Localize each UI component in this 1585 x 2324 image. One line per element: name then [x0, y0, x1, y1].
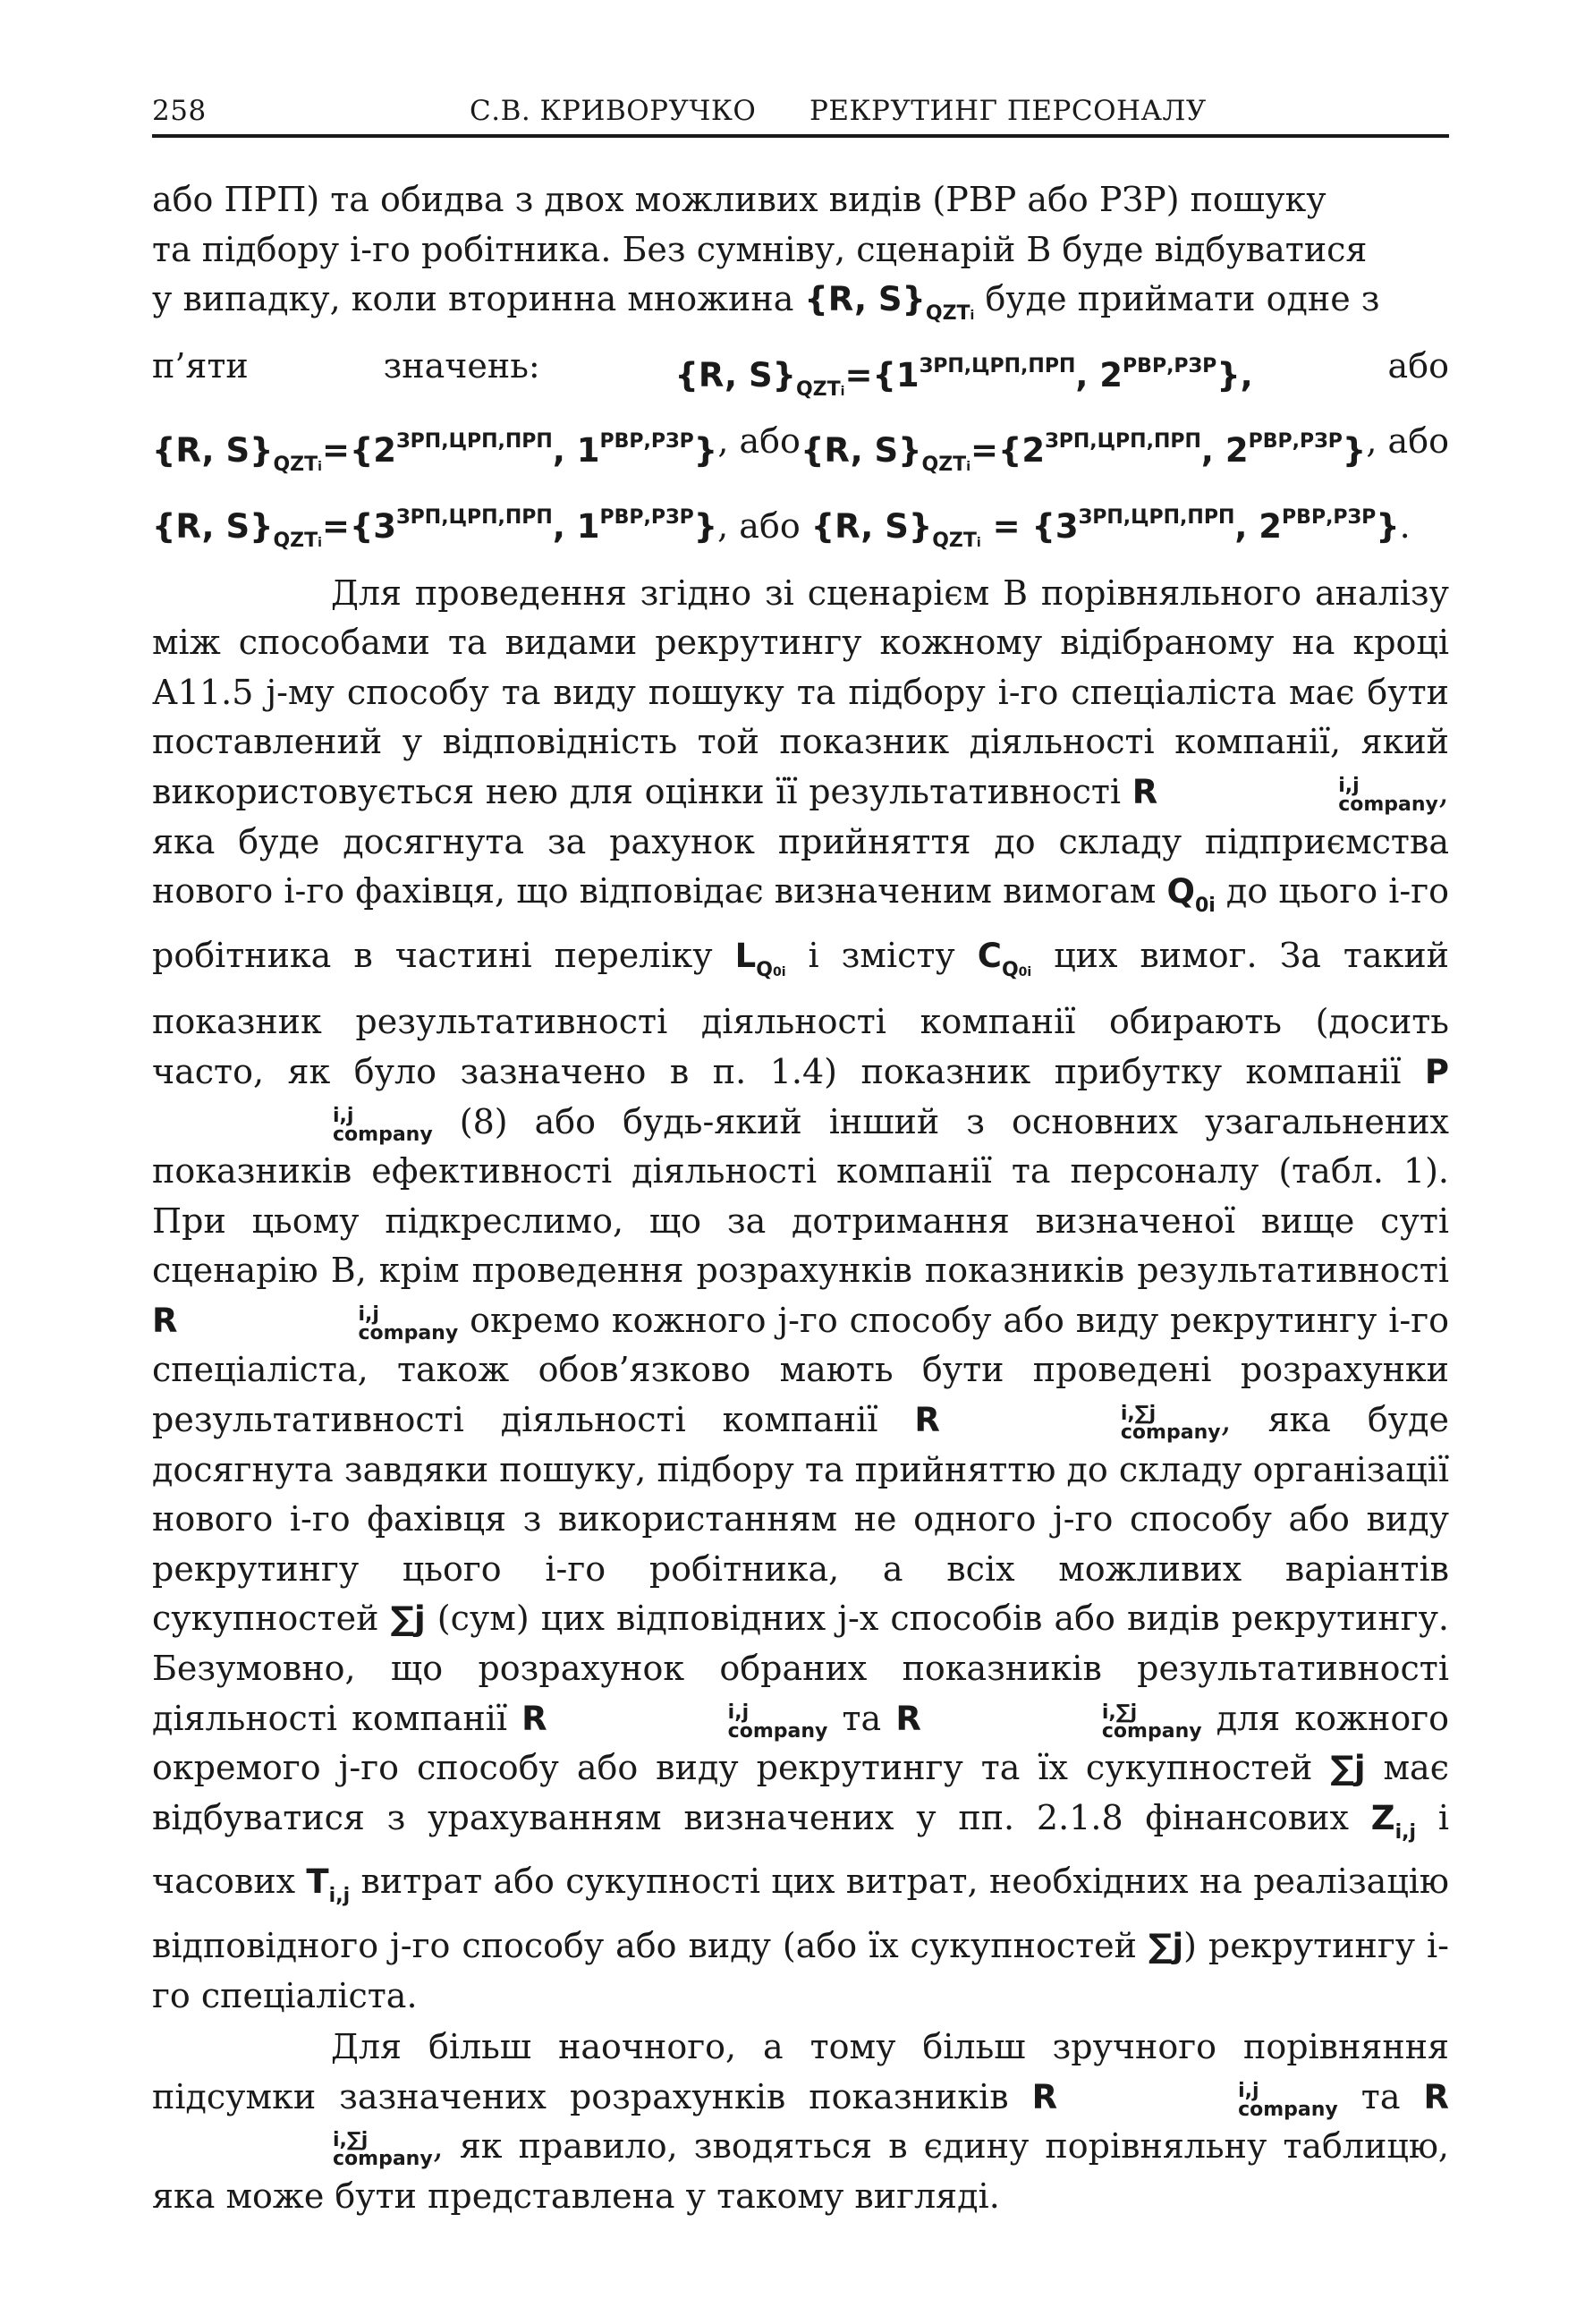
formula-set-4: {R, $S\}_{QZTi}=\{3^{ЗРП,ЦРП,ПРП}$, $1^{РВР,РЗР}$}: [152, 505, 718, 552]
formula-r-company-sum: R i,∑j company: [333, 2077, 1449, 2171]
paragraph-2: Для проведення згідно зі сценарієм В порівняльного аналізу між способами та видами рекрутингу кожному відібраному на кроці А11.5 j-му способу та виду пошуку та підбору і-го спеціаліста має бути поставлений у відповідність той показник діяльності компанії, який використовується нею для оцінки її результативності R i,j company , яка буде досягнута за рахунок прийняття до складу підприємства нового і-го фахівця, що відповідає визначеним вимогам $Q_{0i}$ до цього і-го робітника в частині переліку $L_{Q0i}$ і змісту $C_{Q0i}$ цих вимог. За такий показник результативності діяльності компанії обирають (досить часто, як було зазначено в п. 1.4) показник прибутку компанії P i,j company (8) або будь-який інший з основних узагальнених показників ефективності діяльності компанії та персоналу (табл. 1). При цьому підкреслимо, що за дотримання визначеної вище суті сценарію В, крім проведення розрахунків показників результативності R i,j company окремо кожного j-го способу або виду рекрутингу і-го спеціаліста, також обов’язково мають бути проведені розрахунки результативності діяльності компанії R i,∑j company , яка буде досягнута завдяки пошуку, підбору та прийняттю до складу організації нового і-го фахівця з використанням не одного j-го способу або виду рекрутингу цього і-го робітника, а всіх можливих варіантів сукупностей ∑j (сум) цих відповідних j-х способів або видів рекрутингу. Безумовно, що розрахунок обраних показників результативності діяльності компанії R i,j company та R i,∑j company для кожного окремого j-го способу або виду рекрутингу та їх сукупностей ∑j має відбуватися з урахуванням визначених у пп. 2.1.8 фінансових $Z_{i,j}$ і часових $T_{i,j}$ витрат або сукупності цих витрат, необхідних на реалізацію відповідного j-го способу або виду (або їх сукупностей ∑j) рекрутингу і-го спеціаліста.: [152, 573, 1450, 2015]
paragraph-1: або ПРП) та обидва з двох можливих видів (РВР або РЗР) пошуку та підбору і-го робітника. Без сумніву, сценарій В буде відбуватися у випадку, коли вторинна множина {R, $S\}_{QZTi}$ буде приймати одне з п’яти значень: {R, $S\}_{QZTi}=\{1^{ЗРП,ЦРП,ПРП}$, $2^{РВР,РЗР}$}, або {R, $S\}_{QZTi}=\{2^{ЗРП,ЦРП,ПРП}$, $1^{РВР,РЗР}$} , або {R, $S\}_{QZTi}=\{2^{ЗРП,ЦРП,ПРП}$, $2^{РВР,РЗР}$} , або {R, $S\}_{QZTi}=\{3^{ЗРП,ЦРП,ПРП}$, $1^{РВР,РЗР}$}, або {R, $S\}_{QZTi} = \{3^{ЗРП,ЦРП,ПРП}$, $2^{РВР,РЗР}$}.: [152, 180, 1449, 552]
header-rule: [152, 134, 1449, 138]
formula-cq0i: $C_{Q0i}$: [977, 936, 1032, 981]
formula-sumj: ∑j: [1148, 1927, 1184, 1965]
formula-line-1: п’яти значень: {R, $S\}_{QZTi}=\{1^{ЗРП,ЦРП,ПРП}$, $2^{РВР,РЗР}$}, або: [152, 342, 1449, 418]
formula-set-5: {R, $S\}_{QZTi} = \{3^{ЗРП,ЦРП,ПРП}$, $2^{РВР,РЗР}$}: [810, 505, 1400, 552]
formula-t-ij: $T_{i,j}$: [306, 1862, 351, 1908]
paragraph-3: Для більш наочного, а тому більш зручного порівняння підсумки зазначених розрахунків показників R i,j company та R i,∑j company , як правило, зводяться в єдину порівняльну таблицю, яка може бути представлена у такому вигляді.: [152, 2027, 1449, 2216]
formula-lq0i: $L_{Q0i}$: [734, 936, 786, 981]
formula-set-3: {R, $S\}_{QZTi}=\{2^{ЗРП,ЦРП,ПРП}$, $2^{РВР,РЗР}$}: [801, 430, 1367, 477]
formula-r-company-sum: R i,∑j company: [895, 1699, 1202, 1743]
formula-r-company: R i,j company: [1031, 2077, 1338, 2121]
formula-q0i: $Q_{0i}$: [1166, 872, 1216, 918]
formula-r-company: R i,j company: [521, 1699, 828, 1743]
header-author: С.В. КРИВОРУЧКО: [470, 95, 757, 127]
formula-sumj: ∑j: [390, 1599, 426, 1639]
formula-set-2: {R, $S\}_{QZTi}=\{2^{ЗРП,ЦРП,ПРП}$, $1^{РВР,РЗР}$}: [152, 430, 718, 477]
formula-r-company: R i,j company: [1132, 772, 1438, 816]
formula-set-1: {R, $S\}_{QZTi}=\{1^{ЗРП,ЦРП,ПРП}$, $2^{РВР,РЗР}$},: [674, 354, 1253, 401]
formula-line-2: {R, $S\}_{QZTi}=\{2^{ЗРП,ЦРП,ПРП}$, $1^{РВР,РЗР}$} , або {R, $S\}_{QZTi}=\{2^{ЗРП,ЦРП,ПРП}$, $2^{РВР,РЗР}$} , або: [152, 417, 1449, 493]
formula-set-rs: {R, $S\}_{QZTi}$: [804, 280, 975, 326]
formula-p-company: P i,j company: [333, 1052, 1449, 1146]
body-text: [152, 175, 1449, 2222]
formula-line-3: {R, $S\}_{QZTi}=\{3^{ЗРП,ЦРП,ПРП}$, $1^{РВР,РЗР}$}, або {R, $S\}_{QZTi} = \{3^{ЗРП,ЦРП,ПРП}$, $2^{РВР,РЗР}$}.: [152, 505, 1411, 552]
formula-r-company-sum: R i,∑j company: [914, 1401, 1221, 1445]
formula-z-ij: $Z_{i,j}$: [1370, 1798, 1417, 1844]
formula-sumj: ∑j: [1330, 1749, 1366, 1788]
header-title: РЕКРУТИНГ ПЕРСОНАЛУ: [809, 95, 1207, 127]
running-head: [152, 89, 1449, 134]
page-number: 258: [152, 95, 207, 127]
formula-r-company: R i,j company: [152, 1301, 459, 1344]
